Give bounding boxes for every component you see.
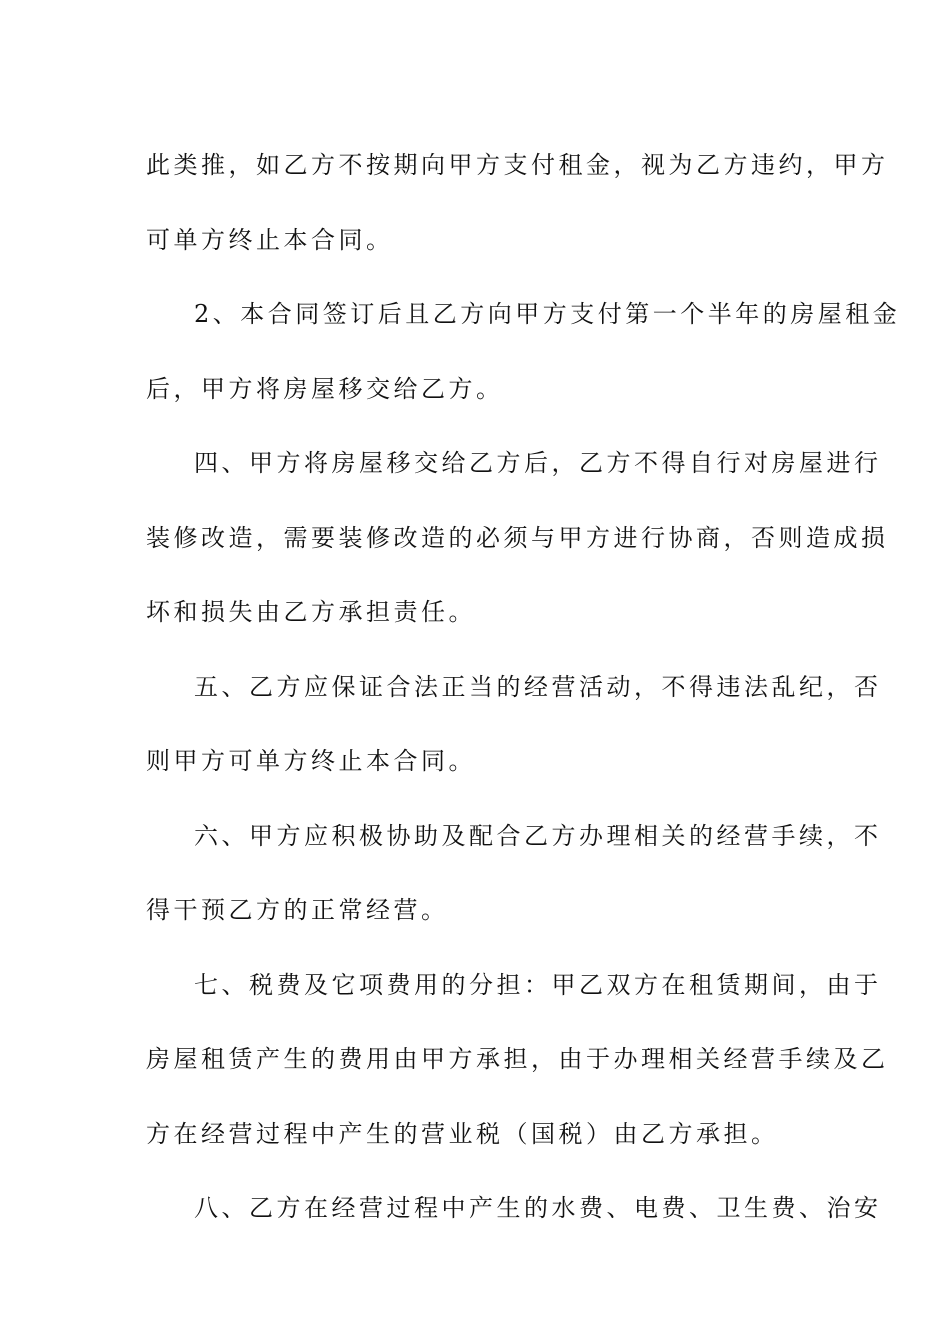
text-line-12: 七、税费及它项费用的分担：甲乙双方在租赁期间，由于	[194, 970, 882, 999]
text-line-11: 得干预乙方的正常经营。	[146, 896, 449, 924]
text-line-2: 可单方终止本合同。	[146, 225, 394, 254]
text-line-15: 八、乙方在经营过程中产生的水费、电费、卫生费、治安	[194, 1194, 882, 1222]
text-line-14: 方在经营过程中产生的营业税（国税）由乙方承担。	[146, 1119, 779, 1148]
text-line-8: 五、乙方应保证合法正当的经营活动，不得违法乱纪，否	[194, 672, 882, 701]
text-line-7: 坏和损失由乙方承担责任。	[146, 598, 476, 626]
text-line-13: 房屋租赁产生的费用由甲方承担，由于办理相关经营手续及乙	[146, 1045, 889, 1073]
text-line-9: 则甲方可单方终止本合同。	[146, 747, 476, 775]
text-line-1: 此类推，如乙方不按期向甲方支付租金，视为乙方违约，甲方	[146, 151, 889, 179]
contract-text-body	[146, 128, 901, 1246]
text-line-6: 装修改造，需要装修改造的必须与甲方进行协商，否则造成损	[146, 523, 889, 552]
text-line-10: 六、甲方应积极协助及配合乙方办理相关的经营手续，不	[194, 821, 882, 850]
text-line-3: 2、本合同签订后且乙方向甲方支付第一个半年的房屋租金	[194, 300, 901, 328]
text-line-4: 后，甲方将房屋移交给乙方。	[146, 374, 504, 403]
text-line-5: 四、甲方将房屋移交给乙方后，乙方不得自行对房屋进行	[194, 449, 882, 477]
